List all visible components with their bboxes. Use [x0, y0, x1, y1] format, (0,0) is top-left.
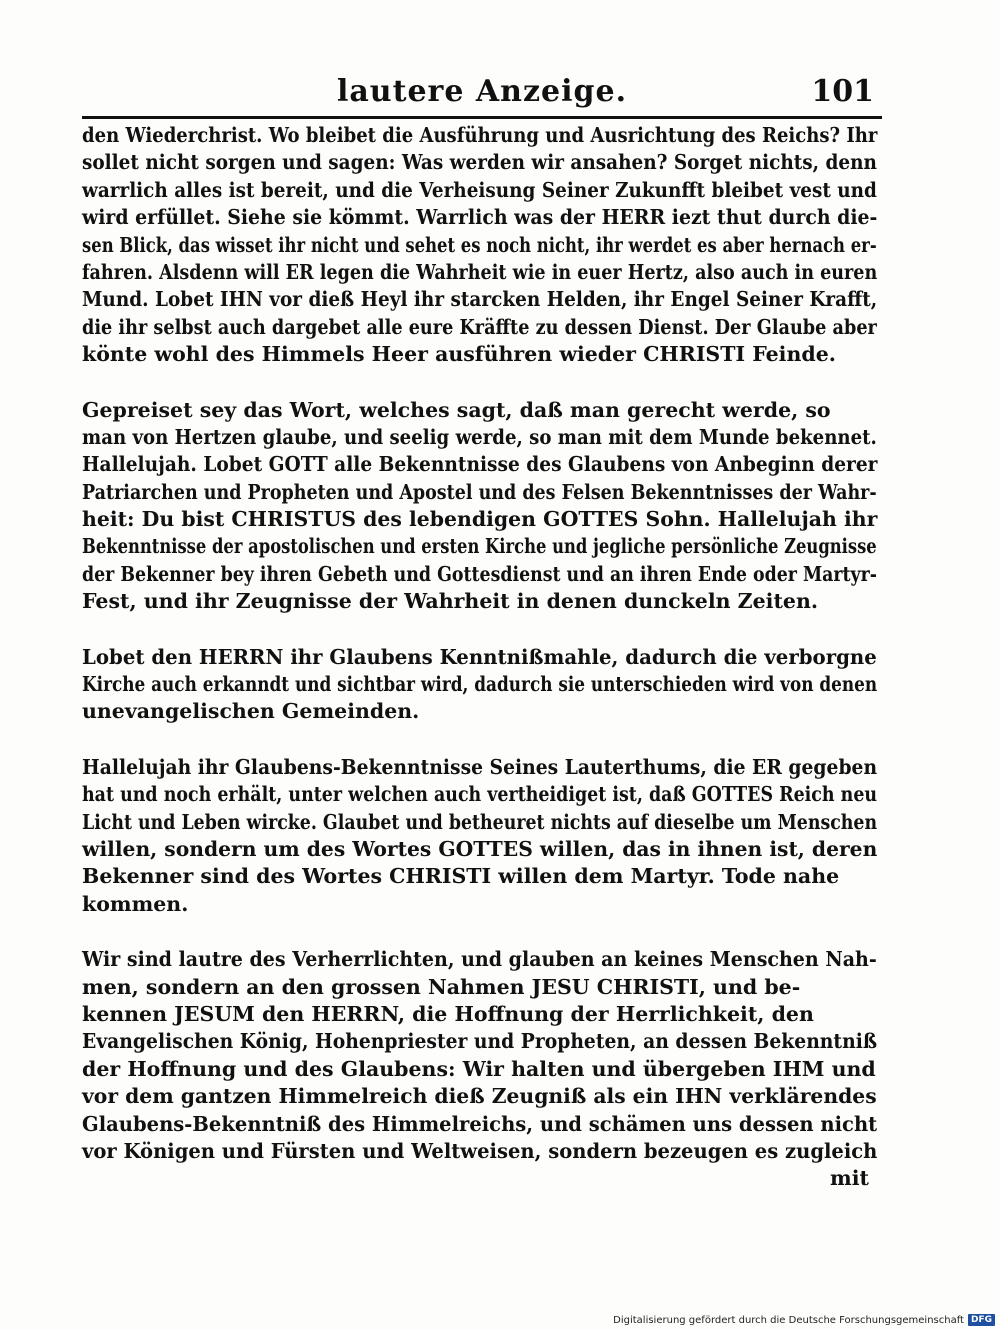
- body-text: [82, 122, 877, 1193]
- paragraph-gap: [82, 918, 877, 946]
- text-line: Patriarchen und Propheten und Apostel und des Felsen Bekenntnisses der Wahr-: [82, 479, 877, 504]
- paragraph-gap: [82, 369, 877, 397]
- text-line: Glaubens-Bekenntniß des Himmelreichs, und schämen uns dessen nicht: [82, 1111, 878, 1136]
- text-line: könte wohl des Himmels Heer ausführen wieder CHRISTI Feinde.: [82, 342, 836, 367]
- text-line: unevangelischen Gemeinden.: [82, 699, 420, 724]
- text-line: heit: Du bist CHRISTUS des lebendigen GOTTES Sohn. Hallelujah ihr: [82, 507, 878, 532]
- text-line: Fest, und ihr Zeugnisse der Wahrheit in denen dunckeln Zeiten.: [82, 589, 818, 614]
- text-line: Hallelujah ihr Glaubens-Bekenntnisse Seines Lauterthums, die ER gegeben: [82, 754, 878, 779]
- text-line: die ihr selbst auch dargebet alle eure Kräffte zu dessen Dienst. Der Glaube aber: [82, 314, 877, 339]
- text-line: sollet nicht sorgen und sagen: Was werden wir ansahen? Sorget nichts, denn: [82, 150, 877, 175]
- text-line: men, sondern an den grossen Nahmen JESU CHRISTI, und be-: [82, 974, 801, 999]
- text-line: Evangelischen König, Hohenpriester und Propheten, an dessen Bekenntniß: [82, 1029, 878, 1054]
- text-line: vor Königen und Fürsten und Weltweisen, sondern bezeugen es zugleich: [82, 1138, 878, 1163]
- paragraph-1: [82, 122, 877, 369]
- text-line: sen Blick, das wisset ihr nicht und sehet es noch nicht, ihr werdet es aber hernach er-: [82, 232, 877, 257]
- text-line: kennen JESUM den HERRN, die Hoffnung der Herrlichkeit, den: [82, 1001, 814, 1026]
- text-line: den Wiederchrist. Wo bleibet die Ausführung und Ausrichtung des Reichs? Ihr: [82, 123, 878, 147]
- text-line: kommen.: [82, 891, 189, 916]
- text-line: willen, sondern um des Wortes GOTTES willen, das in ihnen ist, deren: [82, 836, 878, 861]
- paragraph-3: [82, 644, 877, 726]
- paragraph-gap: [82, 616, 877, 644]
- paragraph-5: [82, 946, 877, 1193]
- page-number: 101: [811, 74, 874, 109]
- dfg-logo-icon: DFG: [968, 1314, 995, 1326]
- page-header: [82, 70, 882, 110]
- text-line: der Hoffnung und des Glaubens: Wir halten und übergeben IHM und: [82, 1056, 876, 1081]
- text-line: Lobet den HERRN ihr Glaubens Kenntnißmahle, dadurch die verborgne: [82, 644, 877, 669]
- header-rule: [82, 116, 882, 119]
- text-line: Bekenner sind des Wortes CHRISTI willen dem Martyr. Tode nahe: [82, 864, 840, 889]
- digitization-footer: [610, 1311, 995, 1329]
- text-line: warrlich alles ist bereit, und die Verheisung Seiner Zukunfft bleibet vest und: [82, 177, 877, 202]
- text-line: Licht und Leben wircke. Glaubet und betheuret nichts auf dieselbe um Menschen: [82, 809, 878, 834]
- text-line: vor dem gantzen Himmelreich dieß Zeugniß als ein IHN verklärendes: [82, 1084, 877, 1109]
- paragraph-2: [82, 397, 877, 616]
- text-line: Mund. Lobet IHN vor dieß Heyl ihr starcken Helden, ihr Engel Seiner Krafft,: [82, 287, 878, 312]
- text-line: wird erfüllet. Siehe sie kömmt. Warrlich was der HERR iezt thut durch die-: [82, 205, 878, 230]
- text-line: fahren. Alsdenn will ER legen die Wahrheit wie in euer Hertz, also auch in euren: [82, 259, 878, 284]
- text-line: hat und noch erhält, unter welchen auch vertheidiget ist, daß GOTTES Reich neu: [82, 782, 878, 807]
- paragraph-gap: [82, 726, 877, 754]
- running-head: lautere Anzeige.: [336, 74, 628, 109]
- paragraph-4: [82, 754, 877, 918]
- text-line: Bekenntnisse der apostolischen und ersten Kirche und jegliche persönliche Zeugnisse: [82, 534, 877, 559]
- text-line: der Bekenner bey ihren Gebeth und Gottesdienst und an ihren Ende oder Martyr-: [82, 561, 877, 586]
- text-line: Gepreiset sey das Wort, welches sagt, daß man gerecht werde, so: [82, 397, 831, 422]
- text-line: Hallelujah. Lobet GOTT alle Bekenntnisse des Glaubens von Anbeginn derer: [82, 452, 878, 477]
- catchword: mit: [830, 1166, 869, 1191]
- text-line: Wir sind lautre des Verherrlichten, und glauben an keines Menschen Nah-: [82, 947, 877, 972]
- text-line: man von Hertzen glaube, und seelig werde, so man mit dem Munde bekennet.: [82, 424, 877, 449]
- footer-text: Digitalisierung gefördert durch die Deutsche Forschungsgemeinschaft: [613, 1314, 964, 1326]
- text-line: Kirche auch erkanndt und sichtbar wird, dadurch sie unterschieden wird von denen: [82, 672, 878, 697]
